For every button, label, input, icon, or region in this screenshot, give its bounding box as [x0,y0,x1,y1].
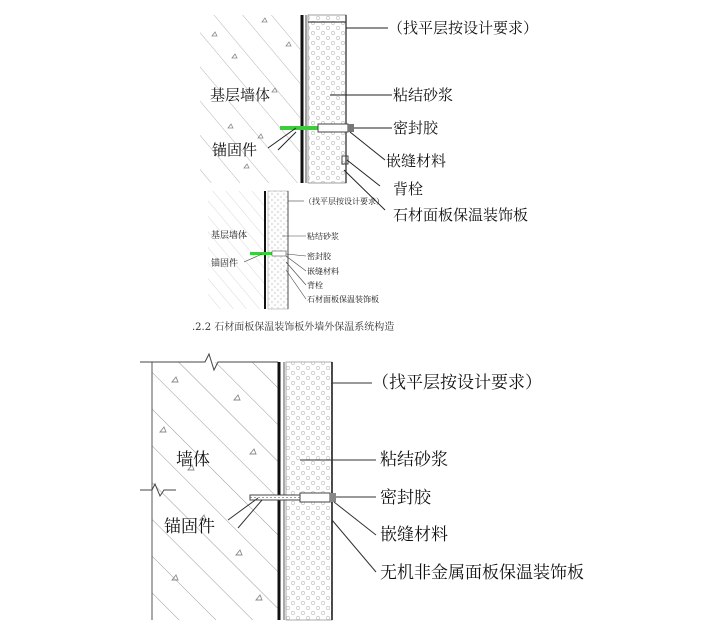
top-wall-label: 基层墙体 [210,86,271,104]
top-sealant [348,124,354,132]
top-insulation-board [308,15,346,183]
top-callout-joint-filler: 嵌缝材料 [386,152,447,170]
top-callout-panel: 石材面板保温装饰板 [393,206,529,224]
bottom-insulation-board [286,362,332,620]
small-callout-mortar: 粘结砂浆 [307,232,339,241]
bottom-callout-mortar: 粘结砂浆 [380,450,448,470]
small-anchor-label: 锚固件 [211,259,239,269]
small-callout-panel: 石材面板保温装饰板 [307,295,379,304]
small-detail [208,191,384,309]
small-callout-leveling: （找平层按设计要求） [304,197,384,206]
top-callout-leveling: （找平层按设计要求） [388,19,539,37]
top-callout-mortar: 粘结砂浆 [393,86,454,104]
bottom-callout-joint-filler: 嵌缝材料 [380,525,448,545]
small-insulation-board [268,191,288,309]
figure-caption: .2.2 石材面板保温装饰板外墙外保温系统构造 [192,322,395,333]
small-wall-label: 基层墙体 [211,231,248,241]
bottom-joint-gap [300,493,330,502]
bottom-anchor-label: 锚固件 [164,517,215,537]
bottom-detail [140,354,584,620]
small-callout-sealant: 密封胶 [307,252,331,261]
bottom-sealant [330,493,336,502]
small-callout-joint-filler: 嵌缝材料 [307,267,339,276]
bottom-callout-sealant: 密封胶 [380,488,431,508]
bottom-callout-panel: 无机非金属面板保温装饰板 [380,563,584,583]
top-anchor-label: 锚固件 [212,141,258,159]
bottom-callout-leveling: （找平层按设计要求） [372,373,542,393]
bottom-wall-label: 墙体 [176,450,210,470]
small-joint-gap [272,251,286,256]
top-anchor-green [280,126,318,130]
top-callout-back-bolt: 背栓 [393,180,424,198]
small-callout-back-bolt: 背栓 [307,281,323,290]
small-wall-hatch [208,191,264,309]
bottom-wall-hatch [152,362,278,620]
top-callout-sealant: 密封胶 [393,119,439,137]
top-joint-gap [318,124,348,132]
